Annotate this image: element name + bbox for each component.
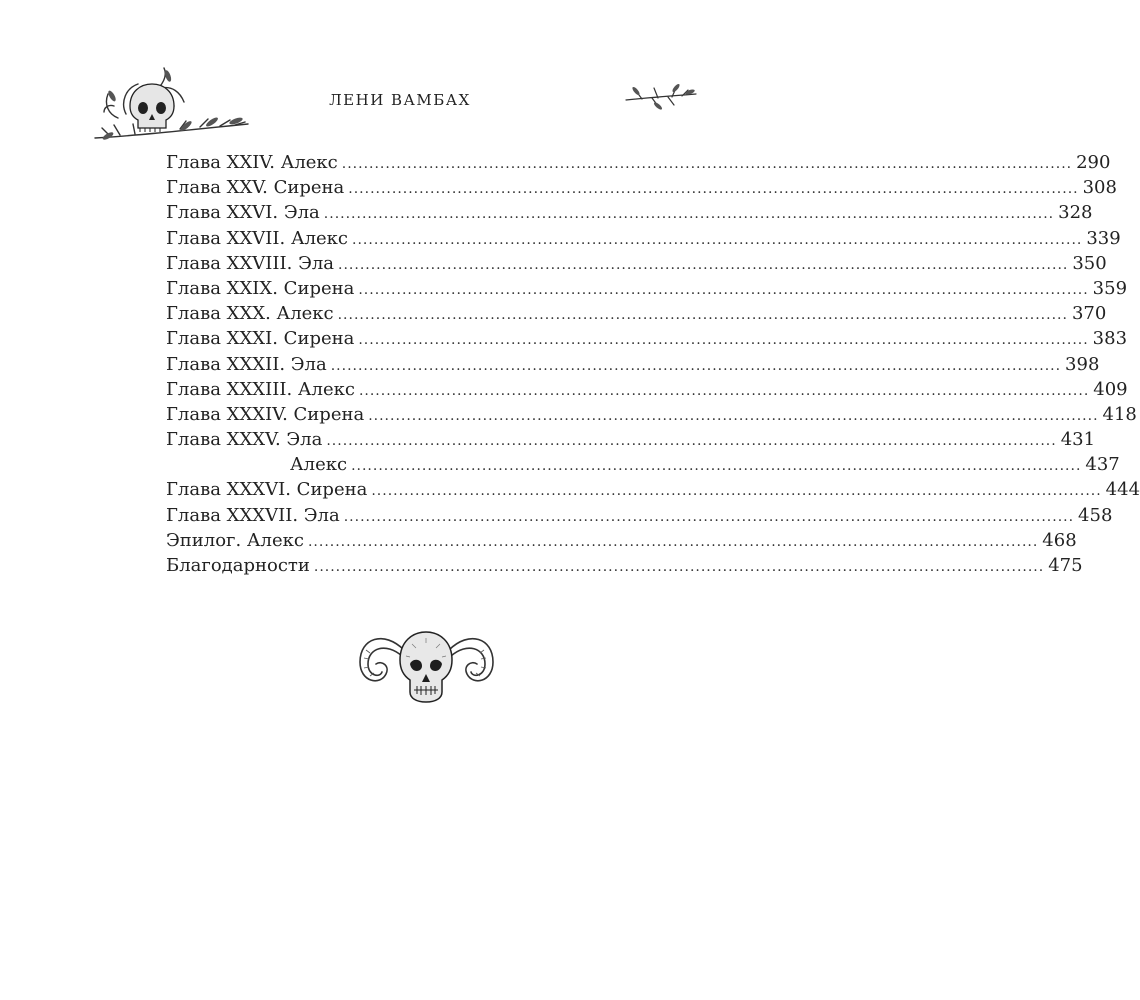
toc-entry-page: 398 [1065,353,1100,375]
toc-entry-title: Глава XXV. Сирена [166,177,345,199]
toc-entry [166,377,1128,402]
toc-leader-dots: ...................................................................................................................................... [330,357,1062,374]
toc-entry [166,528,1077,553]
toc-entry-title: Глава XXIX. Сирена [166,277,355,299]
toc-leader-dots: ...................................................................................................................................... [358,281,1089,298]
toc-entry-page: 339 [1086,227,1121,249]
toc-entry-page: 328 [1058,202,1093,224]
toc-leader-dots: ...................................................................................................................................... [371,483,1102,500]
toc-leader-dots: ...................................................................................................................................... [351,458,1082,475]
toc-leader-dots: ...................................................................................................................................... [326,433,1057,450]
toc-entry [166,175,1117,200]
toc-entry-title: Эпилог. Алекс [166,529,304,551]
toc-leader-dots: ...................................................................................................................................... [307,533,1039,550]
toc-entry-title: Глава XXXIV. Сирена [166,403,365,425]
toc-entry [166,276,1128,301]
toc-leader-dots: ...................................................................................................................................... [343,508,1075,525]
toc-entry-title: Глава XXVI. Эла [166,202,320,224]
branch-icon [622,78,700,118]
toc-entry-title: Глава XXVIII. Эла [166,252,335,274]
horned-skull-icon [354,620,499,715]
skull-branch-icon [90,66,250,156]
toc-entry-page: 437 [1085,454,1120,476]
toc-entry-page: 409 [1093,378,1128,400]
toc-entry-page: 359 [1092,277,1128,299]
toc-entry-title: Глава XXXVII. Эла [166,504,340,526]
toc-entry-page: 383 [1092,328,1128,350]
toc-entry-page: 444 [1105,479,1140,501]
toc-entry-page: 350 [1072,252,1107,274]
toc-entry-title: Глава XXXII. Эла [166,353,327,375]
toc-leader-dots: ...................................................................................................................................... [358,382,1090,399]
running-title: ЛЕНИ ВАМБАХ [329,91,471,109]
toc-leader-dots: ...................................................................................................................................... [358,332,1089,349]
toc-entry [166,402,1137,427]
toc-entry [166,553,1083,578]
toc-leader-dots: ...................................................................................................................................... [348,181,1079,198]
toc-entry [166,452,1120,477]
toc-entry [166,251,1107,276]
toc-entry [166,503,1113,528]
toc-entry-title: Глава XXX. Алекс [166,303,334,325]
toc-entry-page: 458 [1078,504,1113,526]
toc-entry-title: Благодарности [166,555,310,576]
toc-entry [166,326,1128,351]
toc-entry [166,477,1140,502]
toc-leader-dots: ...................................................................................................................................... [352,231,1083,248]
toc-entry-page: 308 [1082,177,1117,199]
toc-entry-title: Глава XXXVI. Сирена [166,479,368,501]
toc-leader-dots: ...................................................................................................................................... [313,559,1045,575]
toc-entry-page: 370 [1071,303,1107,325]
toc-leader-dots: ...................................................................................................................................... [338,256,1069,273]
toc-entry-page: 418 [1102,403,1137,425]
toc-entry-page: 475 [1048,555,1083,576]
toc-entry-title: Глава XXVII. Алекс [166,227,349,249]
toc-entry-page: 431 [1060,429,1096,451]
toc-leader-dots: ...................................................................................................................................... [341,156,1073,172]
toc-entry [166,301,1107,326]
toc-entry-page: 290 [1076,152,1111,173]
toc-entry-title: Глава XXIV. Алекс [166,152,338,173]
toc-leader-dots: ...................................................................................................................................... [368,407,1099,424]
toc-entry [166,226,1121,251]
toc-entry-title: Алекс [290,454,348,476]
toc-entry-title: Глава XXXIII. Алекс [166,378,355,400]
toc-entry [166,150,1111,175]
toc-leader-dots: ...................................................................................................................................... [337,307,1068,324]
table-of-contents [166,150,1140,578]
toc-entry-title: Глава XXXI. Сирена [166,328,355,350]
toc-entry [166,427,1096,452]
toc-entry [166,200,1093,225]
toc-leader-dots: ...................................................................................................................................... [323,206,1055,223]
toc-entry-title: Глава XXXV. Эла [166,429,323,451]
toc-entry [166,352,1100,377]
toc-entry-page: 468 [1042,529,1077,551]
